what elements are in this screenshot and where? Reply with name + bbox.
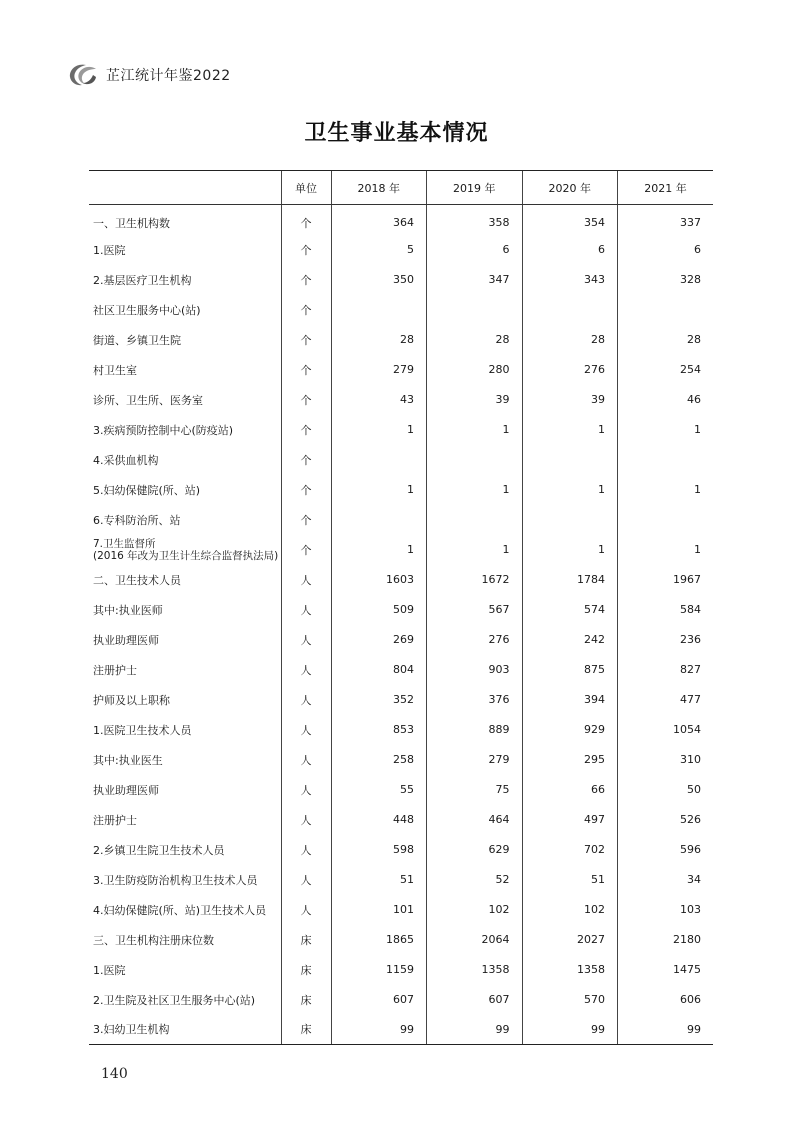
value-2019: 280 <box>427 355 523 385</box>
value-2018: 448 <box>331 805 427 835</box>
table-row <box>89 655 713 685</box>
value-2020: 6 <box>522 235 618 265</box>
table-row <box>89 595 713 625</box>
value-2019: 629 <box>427 835 523 865</box>
table-row <box>89 685 713 715</box>
value-2019: 1 <box>427 475 523 505</box>
value-2018 <box>331 295 427 325</box>
table-row <box>89 565 713 595</box>
value-2021: 606 <box>618 985 714 1015</box>
value-2018: 1 <box>331 415 427 445</box>
value-2019: 28 <box>427 325 523 355</box>
table-row <box>89 265 713 295</box>
value-2019: 903 <box>427 655 523 685</box>
value-2020: 2027 <box>522 925 618 955</box>
row-unit: 个 <box>281 265 331 295</box>
value-2021: 526 <box>618 805 714 835</box>
table-row <box>89 865 713 895</box>
value-2019: 889 <box>427 715 523 745</box>
value-2021: 236 <box>618 625 714 655</box>
row-unit: 人 <box>281 805 331 835</box>
row-unit: 个 <box>281 505 331 535</box>
row-unit: 人 <box>281 655 331 685</box>
value-2021: 1054 <box>618 715 714 745</box>
value-2020: 295 <box>522 745 618 775</box>
value-2019: 1358 <box>427 955 523 985</box>
value-2019: 607 <box>427 985 523 1015</box>
row-unit: 人 <box>281 625 331 655</box>
table-row <box>89 955 713 985</box>
value-2018: 509 <box>331 595 427 625</box>
row-item-label: 5.妇幼保健院(所、站) <box>93 483 201 497</box>
row-item-label: 2.卫生院及社区卫生服务中心(站) <box>93 993 256 1007</box>
row-item-label-line1: 7.卫生监督所 <box>93 537 156 550</box>
row-item-label: 2.乡镇卫生院卫生技术人员 <box>93 843 225 857</box>
value-2019: 102 <box>427 895 523 925</box>
value-2018: 51 <box>331 865 427 895</box>
value-2019: 6 <box>427 235 523 265</box>
row-unit: 个 <box>281 475 331 505</box>
row-item-label: 三、卫生机构注册床位数 <box>93 933 214 947</box>
table-row <box>89 925 713 955</box>
table-row <box>89 745 713 775</box>
row-item-label: 执业助理医师 <box>93 633 159 647</box>
value-2021: 1967 <box>618 565 714 595</box>
table-body <box>89 205 713 1045</box>
value-2021: 6 <box>618 235 714 265</box>
value-2020: 875 <box>522 655 618 685</box>
row-unit: 人 <box>281 895 331 925</box>
value-2021: 1 <box>618 475 714 505</box>
value-2021: 1 <box>618 415 714 445</box>
row-item-label: 4.妇幼保健院(所、站)卫生技术人员 <box>93 903 267 917</box>
row-item-label: 村卫生室 <box>93 363 137 377</box>
value-2020: 102 <box>522 895 618 925</box>
value-2018: 99 <box>331 1015 427 1045</box>
value-2018: 43 <box>331 385 427 415</box>
value-2021 <box>618 445 714 475</box>
value-2021: 310 <box>618 745 714 775</box>
value-2018 <box>331 505 427 535</box>
value-2020: 1 <box>522 475 618 505</box>
row-item-label: 3.卫生防疫防治机构卫生技术人员 <box>93 873 258 887</box>
value-2018: 269 <box>331 625 427 655</box>
row-unit: 人 <box>281 685 331 715</box>
value-2018: 101 <box>331 895 427 925</box>
value-2018: 1603 <box>331 565 427 595</box>
value-2020: 343 <box>522 265 618 295</box>
value-2019: 358 <box>427 205 523 235</box>
table-row <box>89 325 713 355</box>
value-2021: 328 <box>618 265 714 295</box>
value-2021 <box>618 295 714 325</box>
value-2018: 1 <box>331 475 427 505</box>
page-header <box>66 60 231 90</box>
value-2020: 99 <box>522 1015 618 1045</box>
row-unit: 个 <box>281 535 331 565</box>
row-item-label: 6.专科防治所、站 <box>93 513 181 527</box>
value-2020: 242 <box>522 625 618 655</box>
column-header-unit: 单位 <box>281 171 331 205</box>
value-2020: 39 <box>522 385 618 415</box>
row-unit: 个 <box>281 295 331 325</box>
value-2019: 52 <box>427 865 523 895</box>
row-item-label: 1.医院 <box>93 243 126 257</box>
row-item-label-line2: (2016 年改为卫生计生综合监督执法局) <box>93 549 279 562</box>
table-row <box>89 715 713 745</box>
value-2021: 1 <box>618 535 714 565</box>
value-2019: 1 <box>427 415 523 445</box>
value-2019: 376 <box>427 685 523 715</box>
value-2018: 352 <box>331 685 427 715</box>
table-row <box>89 505 713 535</box>
value-2021: 50 <box>618 775 714 805</box>
value-2019: 347 <box>427 265 523 295</box>
table-row <box>89 535 713 565</box>
value-2020: 1358 <box>522 955 618 985</box>
value-2019: 39 <box>427 385 523 415</box>
row-unit: 人 <box>281 565 331 595</box>
table-row <box>89 385 713 415</box>
row-unit: 人 <box>281 835 331 865</box>
row-unit: 人 <box>281 595 331 625</box>
book-title: 芷江统计年鉴2022 <box>106 68 231 84</box>
row-unit: 人 <box>281 865 331 895</box>
value-2021: 477 <box>618 685 714 715</box>
value-2018: 258 <box>331 745 427 775</box>
column-header-item <box>89 171 281 205</box>
value-2021: 99 <box>618 1015 714 1045</box>
row-item-label: 街道、乡镇卫生院 <box>93 333 181 347</box>
table-row <box>89 985 713 1015</box>
value-2021: 337 <box>618 205 714 235</box>
value-2020: 1784 <box>522 565 618 595</box>
table-row <box>89 445 713 475</box>
value-2020: 497 <box>522 805 618 835</box>
value-2019 <box>427 505 523 535</box>
table-row <box>89 895 713 925</box>
value-2020: 574 <box>522 595 618 625</box>
row-unit: 个 <box>281 235 331 265</box>
value-2019: 1672 <box>427 565 523 595</box>
value-2018: 28 <box>331 325 427 355</box>
value-2020: 702 <box>522 835 618 865</box>
row-unit: 个 <box>281 445 331 475</box>
row-unit: 床 <box>281 955 331 985</box>
value-2019: 567 <box>427 595 523 625</box>
value-2019: 1 <box>427 535 523 565</box>
value-2018: 607 <box>331 985 427 1015</box>
row-item-label: 一、卫生机构数 <box>93 216 170 230</box>
value-2019: 464 <box>427 805 523 835</box>
yearbook-logo-icon <box>66 61 100 89</box>
value-2021: 28 <box>618 325 714 355</box>
row-unit: 床 <box>281 1015 331 1045</box>
value-2020 <box>522 295 618 325</box>
value-2021: 34 <box>618 865 714 895</box>
row-item-label: 1.医院卫生技术人员 <box>93 723 192 737</box>
value-2020: 570 <box>522 985 618 1015</box>
value-2019: 75 <box>427 775 523 805</box>
table-row <box>89 415 713 445</box>
value-2020: 354 <box>522 205 618 235</box>
table-row <box>89 205 713 235</box>
value-2018: 1 <box>331 535 427 565</box>
row-item-label: 注册护士 <box>93 813 137 827</box>
value-2020: 51 <box>522 865 618 895</box>
value-2020: 1 <box>522 415 618 445</box>
value-2019 <box>427 295 523 325</box>
value-2021: 46 <box>618 385 714 415</box>
row-unit: 人 <box>281 715 331 745</box>
health-statistics-table <box>89 170 713 1045</box>
table-row <box>89 475 713 505</box>
row-item-label: 其中:执业医生 <box>93 753 163 767</box>
value-2018: 350 <box>331 265 427 295</box>
value-2020: 394 <box>522 685 618 715</box>
value-2021 <box>618 505 714 535</box>
page-title: 卫生事业基本情况 <box>304 121 489 146</box>
column-header-2018: 2018 年 <box>331 171 427 205</box>
table-header-row <box>89 171 713 205</box>
value-2019: 279 <box>427 745 523 775</box>
value-2021: 827 <box>618 655 714 685</box>
row-unit: 床 <box>281 985 331 1015</box>
value-2018: 853 <box>331 715 427 745</box>
row-item-label: 3.妇幼卫生机构 <box>89 1015 281 1045</box>
value-2020: 66 <box>522 775 618 805</box>
row-item-label: 4.采供血机构 <box>93 453 159 467</box>
table-row <box>89 1015 713 1045</box>
value-2018: 1865 <box>331 925 427 955</box>
row-item-label: 其中:执业医师 <box>93 603 163 617</box>
row-item-label: 执业助理医师 <box>93 783 159 797</box>
value-2020 <box>522 445 618 475</box>
value-2021: 254 <box>618 355 714 385</box>
row-item-label: 社区卫生服务中心(站) <box>93 303 201 317</box>
value-2020: 929 <box>522 715 618 745</box>
value-2018: 279 <box>331 355 427 385</box>
value-2019: 99 <box>427 1015 523 1045</box>
value-2019: 2064 <box>427 925 523 955</box>
table-row <box>89 775 713 805</box>
row-item-label: 3.疾病预防控制中心(防疫站) <box>93 423 234 437</box>
health-statistics-table-container <box>89 170 713 1045</box>
value-2020 <box>522 505 618 535</box>
value-2021: 584 <box>618 595 714 625</box>
value-2021: 103 <box>618 895 714 925</box>
row-item-label: 护师及以上职称 <box>93 693 170 707</box>
row-item-label: 二、卫生技术人员 <box>93 573 181 587</box>
value-2018: 364 <box>331 205 427 235</box>
value-2018: 804 <box>331 655 427 685</box>
value-2018: 1159 <box>331 955 427 985</box>
row-unit: 个 <box>281 385 331 415</box>
row-unit: 个 <box>281 415 331 445</box>
value-2018: 5 <box>331 235 427 265</box>
table-row <box>89 805 713 835</box>
row-unit: 个 <box>281 355 331 385</box>
row-unit: 人 <box>281 745 331 775</box>
value-2018: 55 <box>331 775 427 805</box>
row-unit: 个 <box>281 325 331 355</box>
row-item-label: 2.基层医疗卫生机构 <box>93 273 192 287</box>
row-item-label: 1.医院 <box>93 963 126 977</box>
row-unit: 人 <box>281 775 331 805</box>
value-2021: 596 <box>618 835 714 865</box>
value-2019 <box>427 445 523 475</box>
row-item-label: 诊所、卫生所、医务室 <box>93 393 203 407</box>
value-2018 <box>331 445 427 475</box>
table-row <box>89 625 713 655</box>
value-2020: 1 <box>522 535 618 565</box>
value-2020: 276 <box>522 355 618 385</box>
row-item-label: 注册护士 <box>93 663 137 677</box>
column-header-2019: 2019 年 <box>427 171 523 205</box>
value-2021: 2180 <box>618 925 714 955</box>
row-unit: 床 <box>281 925 331 955</box>
value-2021: 1475 <box>618 955 714 985</box>
table-row <box>89 295 713 325</box>
value-2018: 598 <box>331 835 427 865</box>
row-unit: 个 <box>281 205 331 235</box>
row-item-label <box>89 535 281 565</box>
value-2020: 28 <box>522 325 618 355</box>
column-header-2020: 2020 年 <box>522 171 618 205</box>
table-row <box>89 835 713 865</box>
table-row <box>89 355 713 385</box>
column-header-2021: 2021 年 <box>618 171 714 205</box>
page-number: 140 <box>101 1066 128 1082</box>
table-row <box>89 235 713 265</box>
value-2019: 276 <box>427 625 523 655</box>
